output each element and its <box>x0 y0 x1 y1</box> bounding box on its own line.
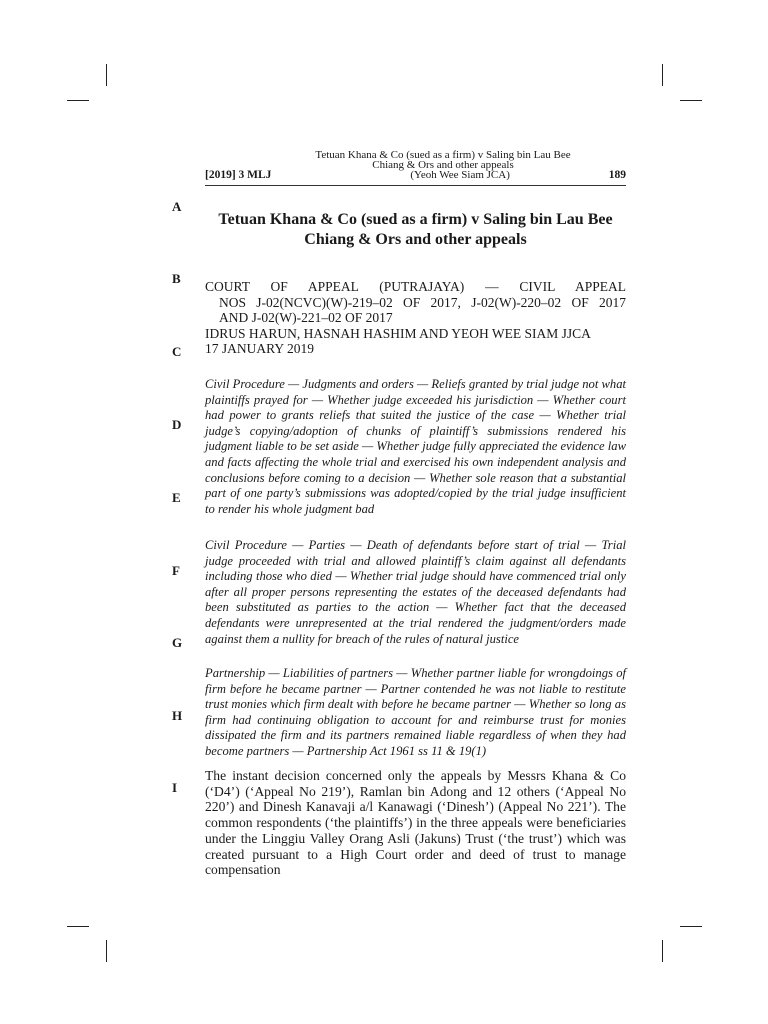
crop-mark <box>106 64 107 86</box>
court-line1: COURT OF APPEAL (PUTRAJAYA) — CIVIL APPEAL <box>205 279 626 294</box>
margin-letter: B <box>172 271 181 286</box>
case-title <box>205 210 626 250</box>
crop-mark <box>680 926 702 927</box>
catchword-paragraph: Civil Procedure — Judgments and orders — Reliefs granted by trial judge not what plaintiffs prayed for — Whether judge exceeded his jurisdiction — Whether court had power to grants reliefs that suited the justice of the case — Whether trial judge’s copying/adoption of chunks of plaintiff’s submissions rendered his judgment liable to be set aside — Whether judge fully appreciated the evidence law and facts affecting the whole trial and exercised his own independent analysis and conclusions before coming to a decision — Whether sole reason that a substantial part of one party’s submissions was adopted/copied by the trial judge insufficient to render his whole judgment bad <box>205 377 626 516</box>
crop-mark <box>67 100 89 101</box>
body-paragraph: The instant decision concerned only the appeals by Messrs Khana & Co (‘D4’) (‘Appeal No 219’), Ramlan bin Adong and 12 others (‘Appeal No 220’) and Dinesh Kanavaji a/l Kanawagi (‘Dinesh’) (Appeal No 221’). The common respondents (‘the plaintiffs’) in the three appeals were beneficiaries under the Linggiu Valley Orang Asli (Jakuns) Trust (‘the trust’) which was created pursuant to a High Court order and deed of trust to manage compensation <box>205 768 626 878</box>
crop-mark <box>662 64 663 86</box>
margin-letter: F <box>172 563 180 578</box>
judges: IDRUS HARUN, HASNAH HASHIM AND YEOH WEE SIAM JJCA <box>205 325 591 341</box>
court-line2: NOS J-02(NCVC)(W)-219–02 OF 2017, J-02(W)-220–02 OF 2017 <box>219 294 626 310</box>
page-number: 189 <box>608 169 626 181</box>
case-title-line1: Tetuan Khana & Co (sued as a firm) v Saling bin Lau Bee <box>218 211 613 228</box>
court-details <box>205 279 626 357</box>
margin-letter: A <box>172 199 182 214</box>
crop-mark <box>662 940 663 962</box>
citation: [2019] 3 MLJ <box>205 169 272 181</box>
running-head-judge: (Yeoh Wee Siam JCA) <box>410 169 510 181</box>
crop-mark <box>67 926 89 927</box>
running-head-title-line1: Tetuan Khana & Co (sued as a firm) v Saling bin Lau Bee <box>315 149 571 161</box>
margin-letter: C <box>172 344 182 359</box>
decision-date: 17 JANUARY 2019 <box>205 341 315 356</box>
running-head-title-line2: Chiang & Ors and other appeals <box>372 159 514 171</box>
catchword-paragraph: Civil Procedure — Parties — Death of defendants before start of trial — Trial judge proceeded with trial and allowed plaintiff’s claim against all defendants including those who died — Whether trial judge should have commenced trial only after all proper persons representing the estates of the deceased defendants had been substituted as parties to the action — Whether fact that the deceased defendants were unrepresented at the trial rendered the judgment/orders made against them a nullity for breach of the rules of natural justice <box>205 538 626 646</box>
running-head <box>205 150 626 180</box>
crop-mark <box>106 940 107 962</box>
case-title-line2: Chiang & Ors and other appeals <box>304 231 527 248</box>
catchword-paragraph: Partnership — Liabilities of partners — Whether partner liable for wrongdoings of firm before he became partner — Partner contended he was not liable to restitute trust monies which firm dealt with before he became partner — Whether so long as firm had continuing obligation to account for and reimburse trust for monies dissipated the firm and its partners remained liable regardless of when they had become partners — Partnership Act 1961 ss 11 & 19(1) <box>205 666 626 758</box>
margin-letter: G <box>172 635 183 650</box>
margin-letter: D <box>172 417 182 432</box>
margin-letter: I <box>172 780 178 795</box>
margin-letter: H <box>172 708 183 723</box>
header-rule <box>205 185 626 186</box>
margin-letter: E <box>172 490 181 505</box>
court-line3: AND J-02(W)-221–02 OF 2017 <box>219 310 393 325</box>
crop-mark <box>680 100 702 101</box>
